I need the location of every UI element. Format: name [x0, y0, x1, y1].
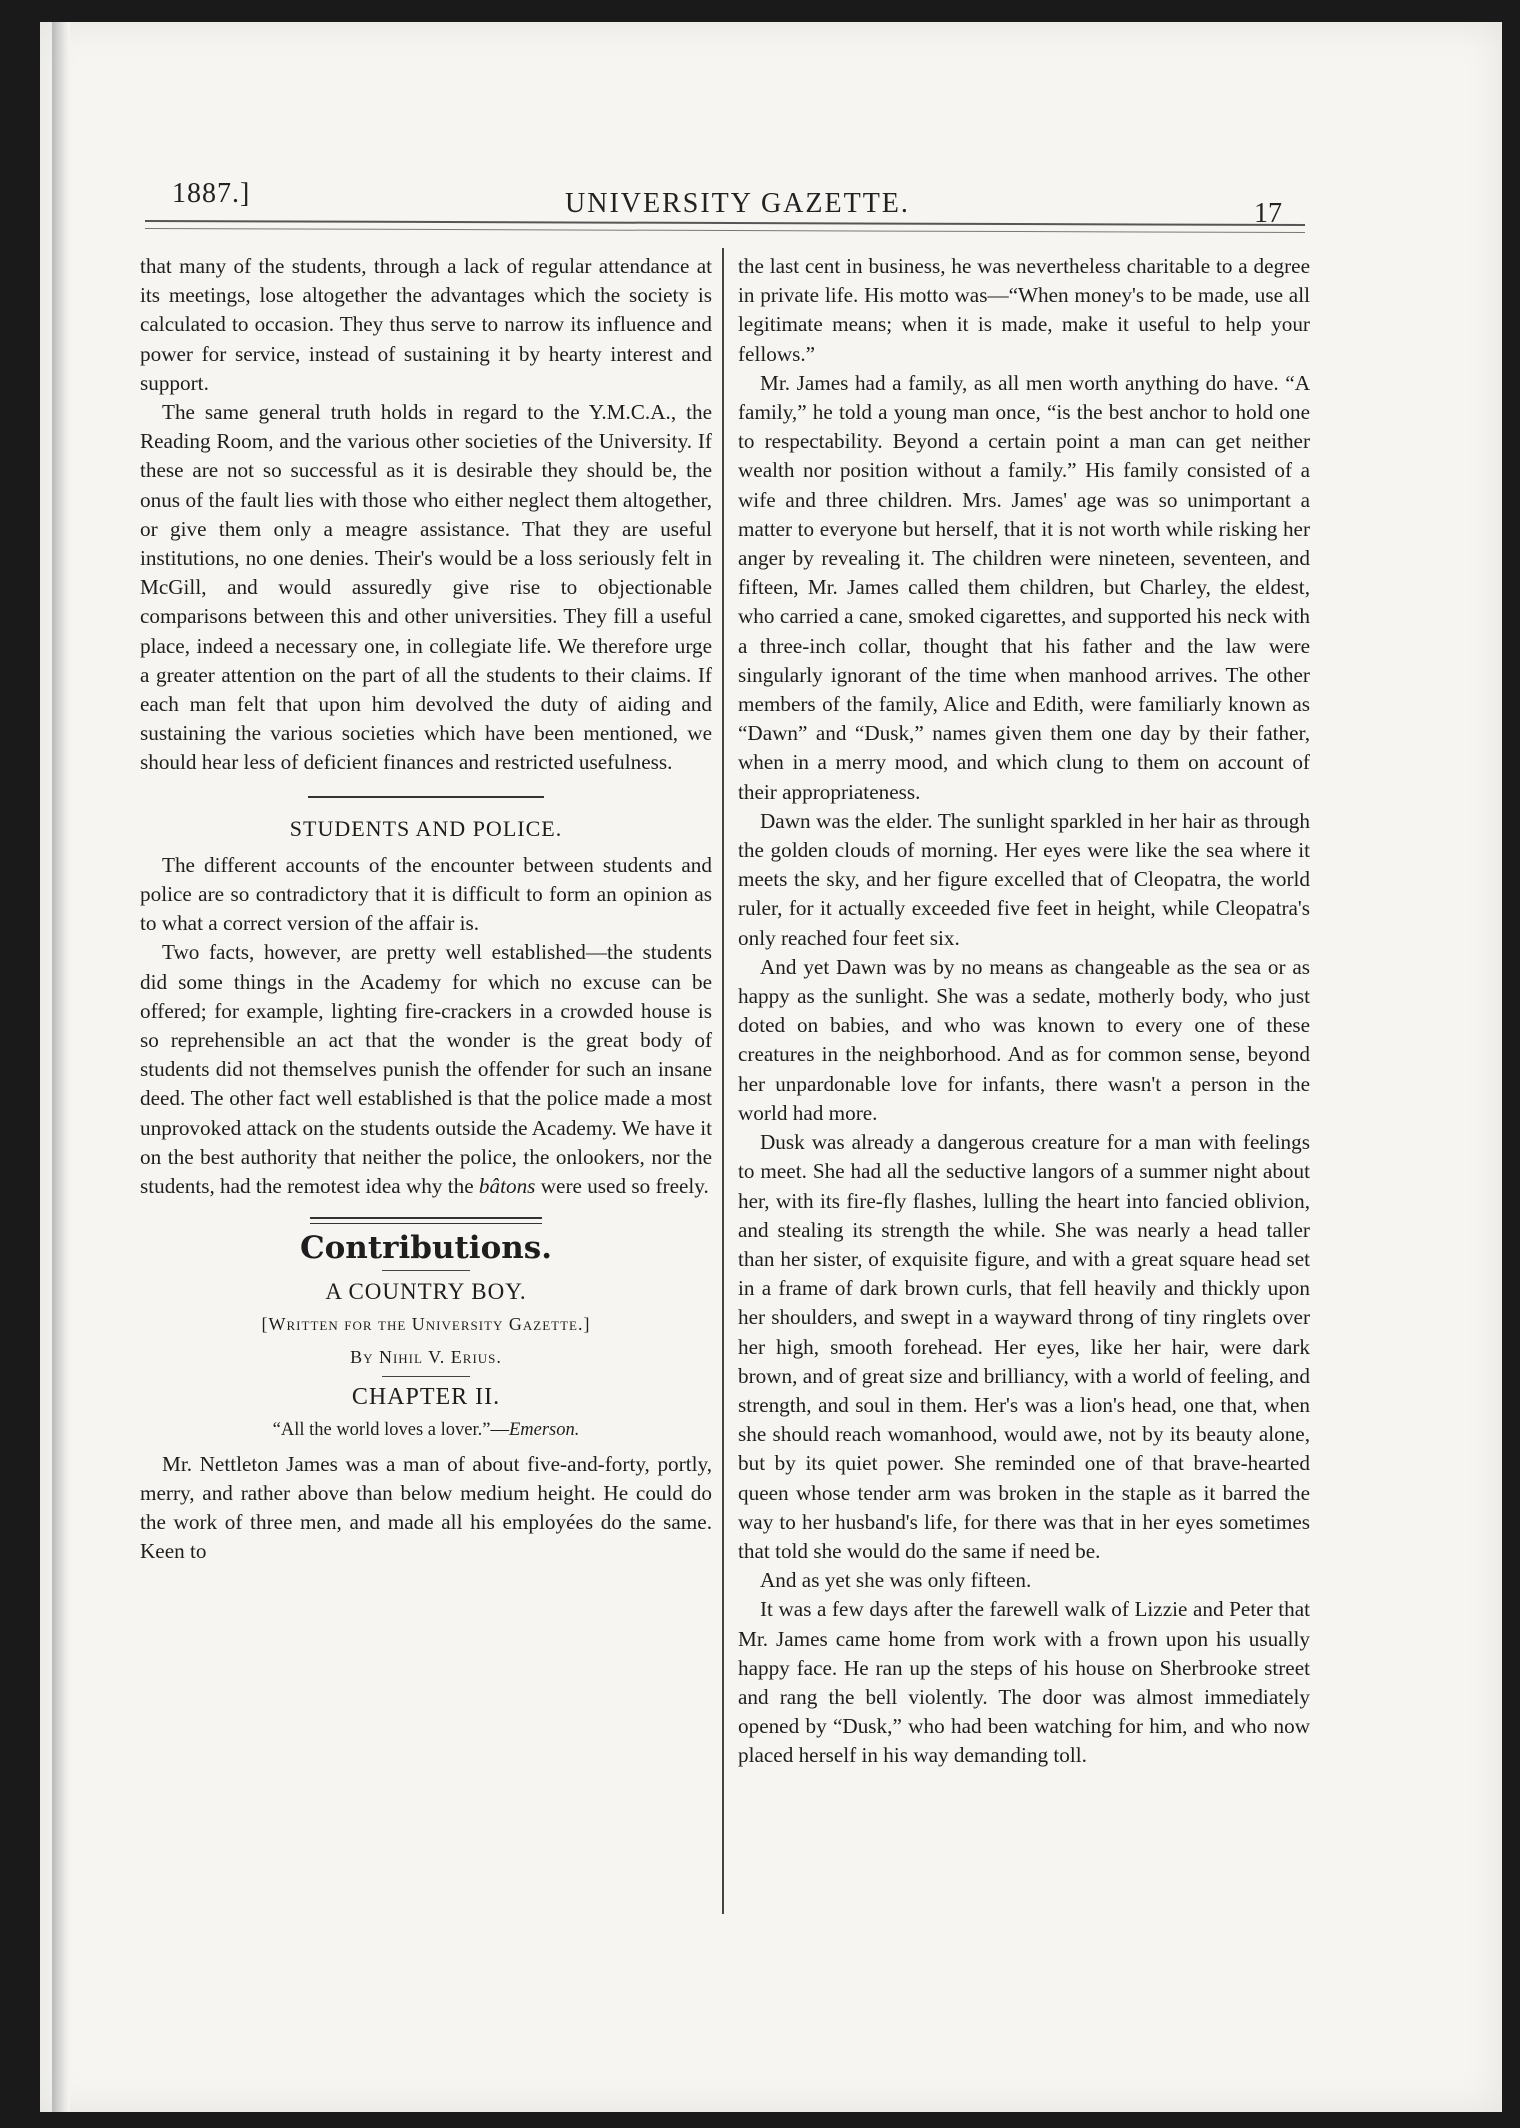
chapter-heading: CHAPTER II. — [351, 1384, 501, 1411]
paragraph: It was a few days after the farewell walk of Lizzie and Peter that Mr. James came home from work with a frown upon his usually happy face. He ran up the steps of his house on Sherbrooke street and rang the bell violently. The door was almost immediately opened by “Dusk,” who had been watching for him, and who now placed herself in his way demanding toll. — [738, 1597, 1310, 1768]
contributions-heading: Contributions. — [299, 1230, 553, 1267]
column-divider — [722, 248, 724, 1914]
paragraph: And as yet she was only fifteen. — [760, 1568, 1032, 1593]
written-for-note: [Written for the University Gazette.] — [261, 1313, 591, 1334]
page-binding-shadow — [52, 22, 70, 2112]
header-year: 1887.] — [172, 178, 251, 209]
paragraph: the last cent in business, he was nevertheless charitable to a degree in private life. His motto was—“When money's to be made, use all legitimate means; when it is made, make it useful to help your fellows.” — [738, 254, 1310, 366]
left-column — [140, 252, 712, 1566]
byline-rule — [382, 1376, 470, 1377]
epigraph-quote: “All the world loves a lover.”— — [272, 1420, 509, 1441]
paragraph — [140, 938, 712, 1201]
epigraph — [140, 1416, 712, 1445]
header-title: UNIVERSITY GAZETTE. — [565, 188, 910, 219]
italic-word: bâtons — [478, 1174, 536, 1199]
paragraph: that many of the students, through a lack of regular attendance at its meetings, lose altogether the advantages which the society is calculated to occasion. They thus serve to narrow its influence and power for service, instead of sustaining it by hearty interest and support. — [140, 254, 712, 395]
paragraph: The different accounts of the encounter between students and police are so contradictory that it is difficult to form an opinion as to what a correct version of the affair is. — [140, 852, 712, 936]
paragraph: Dawn was the elder. The sunlight sparkled in her hair as through the golden clouds of morning. Her eyes were like the sea where it meets the sky, and her figure excelled that of Cleopatra, the world ruler, for it actually exceeded five feet in height, while Cleopatra's only reached four feet six. — [738, 808, 1310, 950]
paragraph: Dusk was already a dangerous creature for a man with feelings to meet. She had all the seductive langors of a summer night about her, with its fire-fly flashes, lulling the heart into fancied oblivion, and stealing its strength the while. She was nearly a head taller than her sister, of exquisite figure, and with a great square head set in a frame of dark brown curls, that fell heavily and thickly upon her shoulders, and swept in a wayward throng of tiny ringlets over her high, smooth forehead. Her eyes, like her hair, were dark brown, and of great size and brilliancy, with a world of feeling, and strength, and soul in them. Her's was a lion's head, one that, when she should reach womanhood, would awe, not by its beauty alone, but by its quiet power. She reminded one of that brave-hearted queen whose tender arm was broken in the staple as it barred the way to her husband's life, for there was that in her eyes sometimes that told she would do the same if need be. — [738, 1130, 1310, 1563]
header-rule-thick — [145, 220, 1305, 226]
page-header — [0, 0, 1520, 260]
contributions-rule — [310, 1217, 542, 1224]
heading-rule — [382, 1270, 470, 1271]
story-title: A COUNTRY BOY. — [325, 1278, 527, 1304]
right-column — [738, 252, 1310, 1771]
paragraph: Mr. Nettleton James was a man of about five-and-forty, portly, merry, and rather above than below medium height. He could do the work of three men, and made all his employées do the same. Keen to — [140, 1451, 712, 1564]
paragraph-text: Two facts, however, are pretty well established—the students did some things in the Academy for which no excuse can be offered; for example, lighting fire-crackers in a crowded house is so reprehensible an act that the wonder is the great body of students did not themselves punish the offender for such an insane deed. The other fact well established is that the police made a most unprovoked attack on the students outside the Academy. We have it on the best authority that neither the police, the onlookers, nor the students, had the remotest idea why the — [140, 940, 712, 1199]
paragraph: And yet Dawn was by no means as changeable as the sea or as happy as the sunlight. She was a sedate, motherly body, who just doted on babies, and who was known to every one of these creatures in the neighborhood. And as for common sense, beyond her unpardonable love for infants, there wasn't a person in the world had more. — [738, 954, 1310, 1125]
section-title: STUDENTS AND POLICE. — [289, 815, 563, 841]
epigraph-author: Emerson. — [508, 1420, 580, 1441]
paragraph: The same general truth holds in regard to the Y.M.C.A., the Reading Room, and the various other societies of the University. If these are not so successful as it is desirable they should be, the onus of the fault lies with those who either neglect them altogether, or give them only a meagre assistance. That they are useful institutions, no one denies. Their's would be a loss seriously felt in McGill, and would assuredly give rise to objectionable comparisons between this and other universities. They fill a useful place, indeed a necessary one, in collegiate life. We therefore urge a greater attention on the part of all the students to their claims. If each man felt that upon him devolved the duty of aiding and sustaining the various societies which have been mentioned, we should hear less of deficient finances and restricted usefulness. — [140, 400, 712, 775]
header-rule-thin — [145, 228, 1305, 233]
paragraph: Mr. James had a family, as all men worth anything do have. “A family,” he told a young man once, “is the best anchor to hold one to respectability. Beyond a certain point a man can get neither wealth nor position without a family.” His family consisted of a wife and three children. Mrs. James' age was so unimportant a matter to everyone but herself, that it is not worth while risking her anger by revealing it. The children were nineteen, seventeen, and fifteen, Mr. James called them children, but Charley, the eldest, who carried a cane, smoked cigarettes, and supported his neck with a three-inch collar, thought that his father and the law were singularly ignorant of the time when manhood arrives. The other members of the family, Alice and Edith, were familiarly known as “Dawn” and “Dusk,” names given them one day by their father, when in a merry mood, and which clung to them on account of their appropriateness. — [738, 370, 1310, 804]
author-byline: By Nihil V. Erius. — [350, 1346, 502, 1367]
section-rule — [308, 796, 544, 798]
header-page-number: 17 — [1254, 198, 1282, 229]
paragraph-text: were used so freely. — [540, 1174, 709, 1199]
